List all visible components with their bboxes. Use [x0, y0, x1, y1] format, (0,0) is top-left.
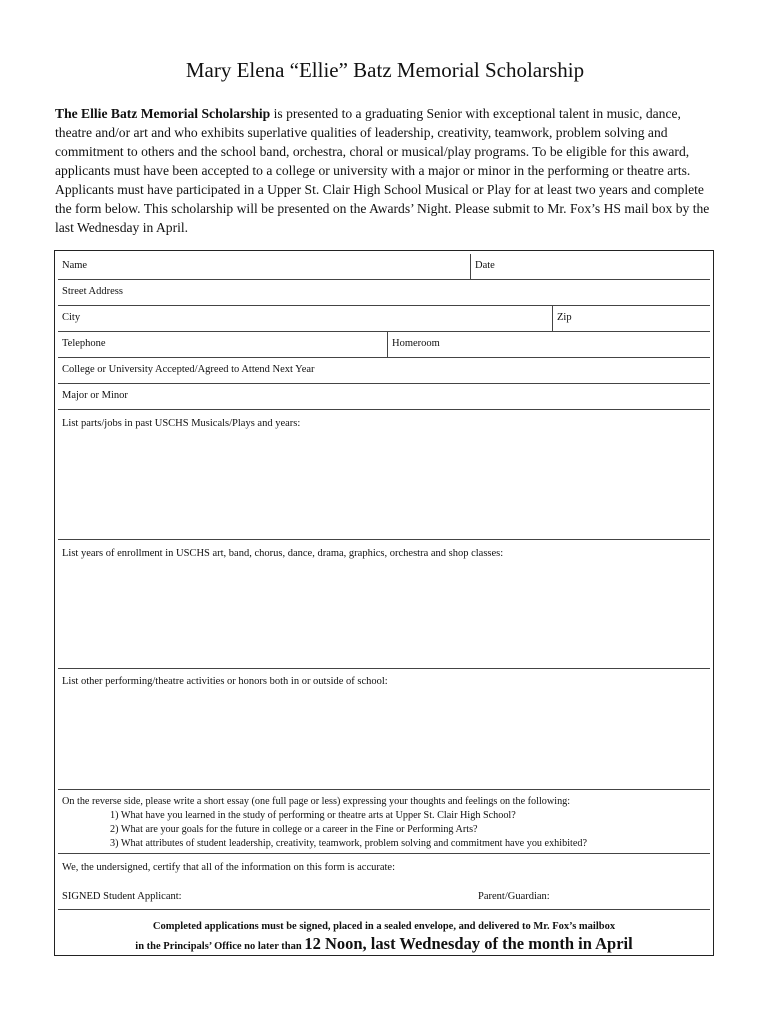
parts-field[interactable] — [58, 410, 710, 540]
parts-label: List parts/jobs in past USCHS Musicals/Plays and years: — [62, 418, 301, 429]
other-activities-field[interactable] — [58, 669, 710, 790]
city-label: City — [62, 312, 81, 323]
row-telephone-homeroom — [58, 332, 710, 358]
enrollment-label: List years of enrollment in USCHS art, band, chorus, dance, drama, graphics, orchestra and shop classes: — [62, 548, 504, 559]
street-field[interactable] — [58, 280, 710, 306]
major-field[interactable] — [58, 384, 710, 410]
certification-section — [58, 854, 710, 910]
footer-instructions-line2 — [58, 934, 710, 954]
essay-intro: On the reverse side, please write a short essay (one full page or less) expressing your thoughts and feelings on the following: — [62, 796, 571, 807]
enrollment-field[interactable] — [58, 540, 710, 669]
zip-field[interactable] — [552, 306, 710, 331]
date-label: Date — [475, 260, 495, 271]
footer-deadline: 12 Noon, last Wednesday of the month in April — [304, 934, 633, 953]
homeroom-field[interactable] — [387, 332, 710, 357]
essay-instructions — [58, 790, 710, 854]
telephone-field[interactable] — [58, 332, 387, 357]
college-label: College or University Accepted/Agreed to Attend Next Year — [62, 364, 315, 375]
footer-line2-a: in the Principals’ Office no later than — [135, 941, 305, 952]
major-label: Major or Minor — [62, 390, 128, 401]
date-field[interactable] — [470, 254, 710, 279]
college-field[interactable] — [58, 358, 710, 384]
name-field[interactable] — [58, 254, 470, 279]
street-label: Street Address — [62, 286, 123, 297]
name-label: Name — [62, 260, 88, 271]
signed-student-label: SIGNED Student Applicant: — [62, 891, 182, 902]
essay-question-2: 2) What are your goals for the future in college or a career in the Fine or Performing Arts? — [110, 824, 478, 835]
row-city-zip — [58, 306, 710, 332]
zip-label: Zip — [557, 312, 572, 323]
city-field[interactable] — [58, 306, 552, 331]
document-title: Mary Elena “Ellie” Batz Memorial Scholarship — [185, 58, 585, 82]
homeroom-label: Homeroom — [392, 338, 440, 349]
certify-text: We, the undersigned, certify that all of the information on this form is accurate: — [62, 862, 396, 873]
parent-label: Parent/Guardian: — [478, 891, 550, 902]
row-name-date — [58, 254, 710, 280]
parent-signature-field[interactable] — [478, 891, 550, 902]
intro-text: is presented to a graduating Senior with exceptional talent in music, dance, theatre and/or art and who exhibits superlative qualities of leadership, creativity, teamwork, problem solving and commitment to others and the school band, orchestra, choral or musical/play programs. To be eligible for this award, applicants must have been accepted to a college or university with a major or minor in the performing or theatre arts. Applicants must have participated in a Upper St. Clair High School Musical or Play for at least two years and complete the form below. This scholarship will be presented on the Awards’ Night. Please submit to Mr. Fox’s HS mail box by the last Wednesday in April. — [55, 106, 710, 235]
intro-paragraph — [55, 104, 718, 237]
student-signature-field[interactable] — [62, 891, 182, 902]
footer-instructions-line1: Completed applications must be signed, placed in a sealed envelope, and delivered to Mr. Fox’s mailbox — [152, 921, 616, 932]
application-form — [54, 250, 714, 956]
essay-question-3: 3) What attributes of student leadership, creativity, teamwork, problem solving and commitment have you exhibited? — [110, 838, 587, 849]
telephone-label: Telephone — [62, 338, 106, 349]
other-label: List other performing/theatre activities or honors both in or outside of school: — [62, 676, 388, 687]
intro-bold-lead: The Ellie Batz Memorial Scholarship — [55, 106, 271, 121]
essay-question-1: 1) What have you learned in the study of performing or theatre arts at Upper St. Clair High School? — [110, 810, 516, 821]
